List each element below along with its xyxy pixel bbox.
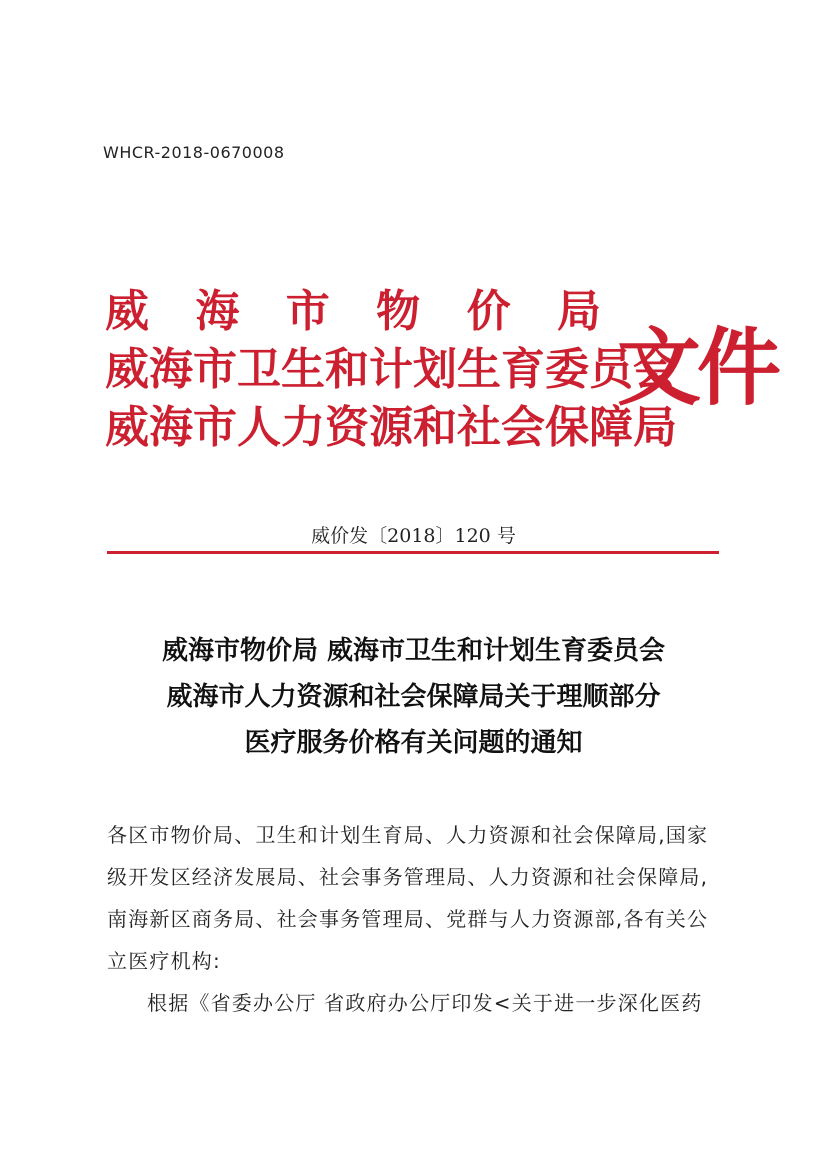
- issuer-char: 市: [285, 286, 330, 337]
- body-line: 各区市物价局、卫生和计划生育局、人力资源和社会保障局,国家: [107, 823, 709, 847]
- title-line: 医疗服务价格有关问题的通知: [244, 728, 583, 758]
- document-body: [107, 814, 719, 1024]
- issuer-block: [105, 283, 677, 457]
- body-line: 南海新区商务局、社会事务管理局、党群与人力资源部,各有关公: [107, 907, 709, 931]
- title-line: 威海市人力资源和社会保障局关于理顺部分: [166, 682, 661, 712]
- body-line: 立医疗机构:: [107, 949, 221, 973]
- issuer-char: 海: [195, 286, 240, 337]
- issuer-char: 物: [376, 286, 421, 337]
- title-line: 威海市物价局 威海市卫生和计划生育委员会: [161, 636, 666, 666]
- body-line: 级开发区经济发展局、社会事务管理局、人力资源和社会保障局,: [107, 865, 709, 889]
- issuer-char: 局: [556, 286, 601, 337]
- issuer-line-hr-bureau: 威海市人力资源和社会保障局: [105, 402, 677, 453]
- body-paragraph-start: 根据《省委办公厅 省政府办公厅印发<关于进一步深化医药: [147, 991, 703, 1015]
- issuer-line-price-bureau: [105, 283, 601, 341]
- red-divider: [107, 551, 719, 554]
- issuer-char: 价: [466, 286, 511, 337]
- issuer-char: 威: [105, 286, 149, 337]
- issuer-line-health-commission: 威海市卫生和计划生育委员会: [105, 344, 677, 395]
- document-number: 威价发〔2018〕120 号: [311, 525, 516, 547]
- document-code: WHCR-2018-0670008: [103, 143, 285, 162]
- document-suffix: 文件: [617, 318, 778, 417]
- document-title: [0, 628, 827, 766]
